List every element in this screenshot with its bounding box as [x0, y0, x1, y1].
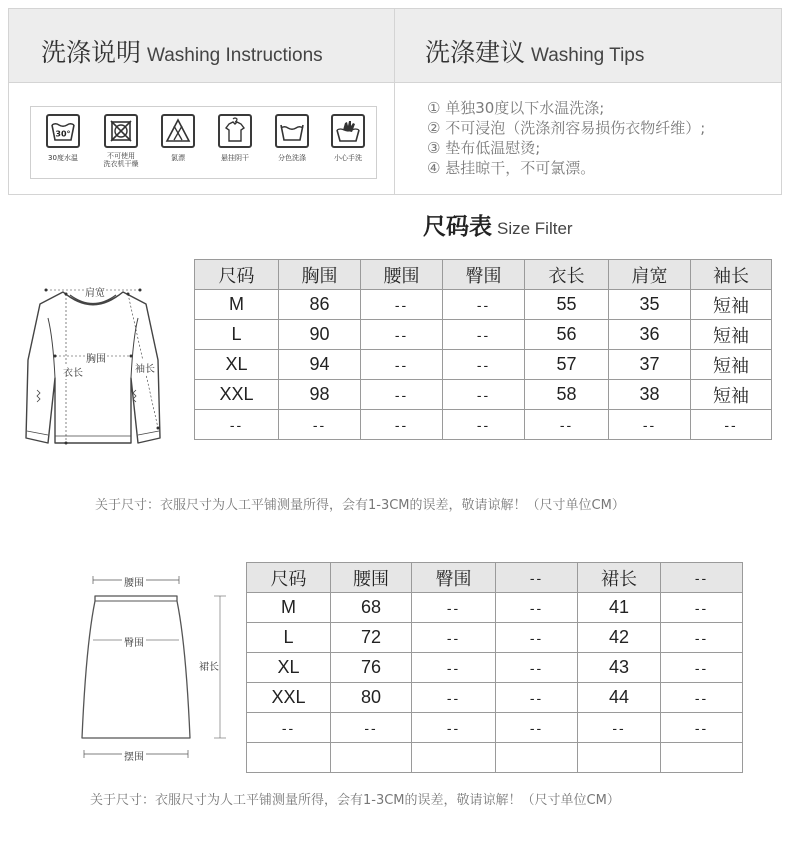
table-cell: 56: [525, 320, 609, 350]
bleach-icon: [161, 114, 195, 148]
table-header-cell: 衣长: [525, 260, 609, 290]
washing-tips-list: [427, 98, 705, 178]
table-cell: 94: [279, 350, 361, 380]
hand-wash-icon: [331, 114, 365, 148]
table-cell: --: [412, 713, 496, 743]
table-cell: 42: [578, 623, 661, 653]
table-cell: XXL: [195, 380, 279, 410]
table-cell: --: [443, 410, 525, 440]
skirt-figure-waist-label: 腰围: [122, 574, 146, 589]
table-header-cell: 尺码: [247, 563, 331, 593]
table-cell: L: [195, 320, 279, 350]
table-cell: --: [578, 713, 661, 743]
table-cell: --: [525, 410, 609, 440]
table-header-cell: 臀围: [412, 563, 496, 593]
table-cell: [496, 743, 578, 773]
table-cell: 43: [578, 653, 661, 683]
table-cell: 短袖: [691, 290, 772, 320]
table-cell: 68: [331, 593, 412, 623]
table-cell: 44: [578, 683, 661, 713]
skirt-figure: [80, 570, 230, 765]
skirt-size-table: [246, 562, 743, 773]
size-chart-title: [423, 208, 573, 241]
size-chart-title-en: Size Filter: [497, 219, 573, 238]
table-cell: 38: [609, 380, 691, 410]
washing-tips-title-cn: 洗涤建议: [425, 38, 526, 67]
top-size-table: [194, 259, 772, 440]
table-cell: 86: [279, 290, 361, 320]
top-figure-sleeve-label: 袖长: [135, 360, 155, 375]
wash-separate-icon: [275, 114, 309, 148]
washing-panel: [8, 8, 782, 195]
table-cell: --: [361, 410, 443, 440]
table-cell: [331, 743, 412, 773]
table-cell: XL: [247, 653, 331, 683]
washing-instructions-title: [41, 33, 323, 69]
table-cell: 90: [279, 320, 361, 350]
table-cell: --: [443, 380, 525, 410]
table-cell: 36: [609, 320, 691, 350]
care-icon-wash-30: [35, 114, 91, 162]
tip-item-4: ④ 悬挂晾干，不可氯漂。: [427, 159, 596, 177]
table-cell: --: [661, 683, 743, 713]
table-cell: [661, 743, 743, 773]
table-cell: --: [496, 623, 578, 653]
table-cell: --: [443, 290, 525, 320]
table-cell: --: [247, 713, 331, 743]
table-cell: M: [247, 593, 331, 623]
table-cell: --: [412, 683, 496, 713]
care-icon-no-tumble-dry: [93, 114, 149, 168]
tip-item-3: ③ 垫布低温慰烫;: [427, 139, 541, 157]
table-cell: [412, 743, 496, 773]
table-cell: 35: [609, 290, 691, 320]
table-row: [247, 623, 743, 653]
table-cell: --: [279, 410, 361, 440]
table-cell: 76: [331, 653, 412, 683]
no-tumble-dry-label-line1: 不可使用: [107, 152, 135, 160]
washing-divider: [394, 9, 395, 194]
table-cell: --: [661, 623, 743, 653]
table-row: [195, 410, 772, 440]
table-cell: [578, 743, 661, 773]
table-header-cell: 尺码: [195, 260, 279, 290]
hang-dry-label: 悬挂阴干: [221, 154, 249, 162]
table-cell: --: [361, 290, 443, 320]
care-icon-wash-separate: [264, 114, 320, 162]
wash-30-label: 30度水温: [48, 154, 78, 162]
table-row: [247, 593, 743, 623]
table-cell: --: [691, 410, 772, 440]
table-cell: 短袖: [691, 350, 772, 380]
table-cell: --: [661, 713, 743, 743]
table-row: [195, 380, 772, 410]
svg-text:30°: 30°: [55, 129, 71, 139]
no-tumble-dry-label-line2: 洗衣机干燥: [103, 160, 139, 168]
table-cell: --: [496, 713, 578, 743]
skirt-figure-length-label: 裙长: [199, 658, 219, 673]
table-cell: --: [496, 683, 578, 713]
top-garment-figure: [18, 278, 168, 453]
table-cell: --: [412, 623, 496, 653]
table-cell: L: [247, 623, 331, 653]
table-cell: M: [195, 290, 279, 320]
table-cell: --: [496, 593, 578, 623]
tip-item-2: ② 不可浸泡（洗涤剂容易损伤衣物纤维）;: [427, 119, 706, 137]
care-icons-frame: [30, 106, 377, 179]
table-cell: XXL: [247, 683, 331, 713]
hand-wash-label: 小心手洗: [334, 154, 362, 162]
table-cell: --: [412, 593, 496, 623]
table-header-cell: 袖长: [691, 260, 772, 290]
table-cell: --: [361, 350, 443, 380]
table-cell: 57: [525, 350, 609, 380]
table-row: [247, 713, 743, 743]
table-row: [247, 683, 743, 713]
hang-dry-icon: [218, 114, 252, 148]
size-chart-title-cn: 尺码表: [423, 214, 492, 240]
top-size-note: 关于尺寸：衣服尺寸为人工平铺测量所得，会有1-3CM的误差，敬请谅解！（尺寸单位CM）: [95, 498, 625, 513]
table-cell: --: [195, 410, 279, 440]
washing-instructions-title-cn: 洗涤说明: [41, 38, 142, 67]
table-cell: --: [361, 380, 443, 410]
table-cell: XL: [195, 350, 279, 380]
table-cell: 41: [578, 593, 661, 623]
table-header-cell: 臀围: [443, 260, 525, 290]
care-icon-hang-dry: [207, 114, 263, 162]
bleach-label: 氯漂: [171, 154, 185, 162]
table-cell: --: [412, 653, 496, 683]
skirt-size-note: 关于尺寸：衣服尺寸为人工平铺测量所得，会有1-3CM的误差，敬请谅解！（尺寸单位CM）: [90, 793, 620, 808]
table-header-cell: 肩宽: [609, 260, 691, 290]
table-cell: 短袖: [691, 320, 772, 350]
table-cell: --: [496, 653, 578, 683]
table-row: [247, 743, 743, 773]
table-cell: 72: [331, 623, 412, 653]
top-figure-chest-label: 胸围: [86, 350, 106, 365]
table-cell: 58: [525, 380, 609, 410]
table-header-row: [195, 260, 772, 290]
table-cell: 80: [331, 683, 412, 713]
table-cell: --: [661, 653, 743, 683]
table-cell: --: [661, 593, 743, 623]
table-cell: [247, 743, 331, 773]
table-row: [195, 350, 772, 380]
top-figure-length-label: 衣长: [63, 364, 83, 379]
table-row: [247, 653, 743, 683]
table-header-cell: 腰围: [361, 260, 443, 290]
washing-tips-title: [425, 33, 644, 69]
table-row: [195, 320, 772, 350]
washing-tips-title-en: Washing Tips: [531, 45, 645, 66]
table-header-cell: 腰围: [331, 563, 412, 593]
wash-separate-label: 分色洗涤: [278, 154, 306, 162]
tip-item-1: ① 单独30度以下水温洗涤;: [427, 99, 605, 117]
skirt-figure-hem-label: 摆围: [122, 748, 146, 763]
table-header-cell: 胸围: [279, 260, 361, 290]
wash-30-icon: [46, 114, 80, 148]
washing-instructions-title-en: Washing Instructions: [147, 45, 323, 66]
table-cell: --: [361, 320, 443, 350]
table-cell: 98: [279, 380, 361, 410]
table-cell: 短袖: [691, 380, 772, 410]
care-icon-bleach: [150, 114, 206, 162]
table-header-cell: --: [661, 563, 743, 593]
table-header-cell: --: [496, 563, 578, 593]
table-header-cell: 裙长: [578, 563, 661, 593]
care-icon-hand-wash: [320, 114, 376, 162]
skirt-figure-hip-label: 臀围: [122, 634, 146, 649]
no-tumble-dry-label: [93, 152, 149, 168]
table-row: [195, 290, 772, 320]
top-figure-shoulder-label: 肩宽: [85, 284, 105, 299]
no-tumble-dry-icon: [104, 114, 138, 148]
table-cell: --: [331, 713, 412, 743]
table-header-row: [247, 563, 743, 593]
table-cell: --: [443, 350, 525, 380]
table-cell: 37: [609, 350, 691, 380]
table-cell: --: [443, 320, 525, 350]
table-cell: --: [609, 410, 691, 440]
table-cell: 55: [525, 290, 609, 320]
